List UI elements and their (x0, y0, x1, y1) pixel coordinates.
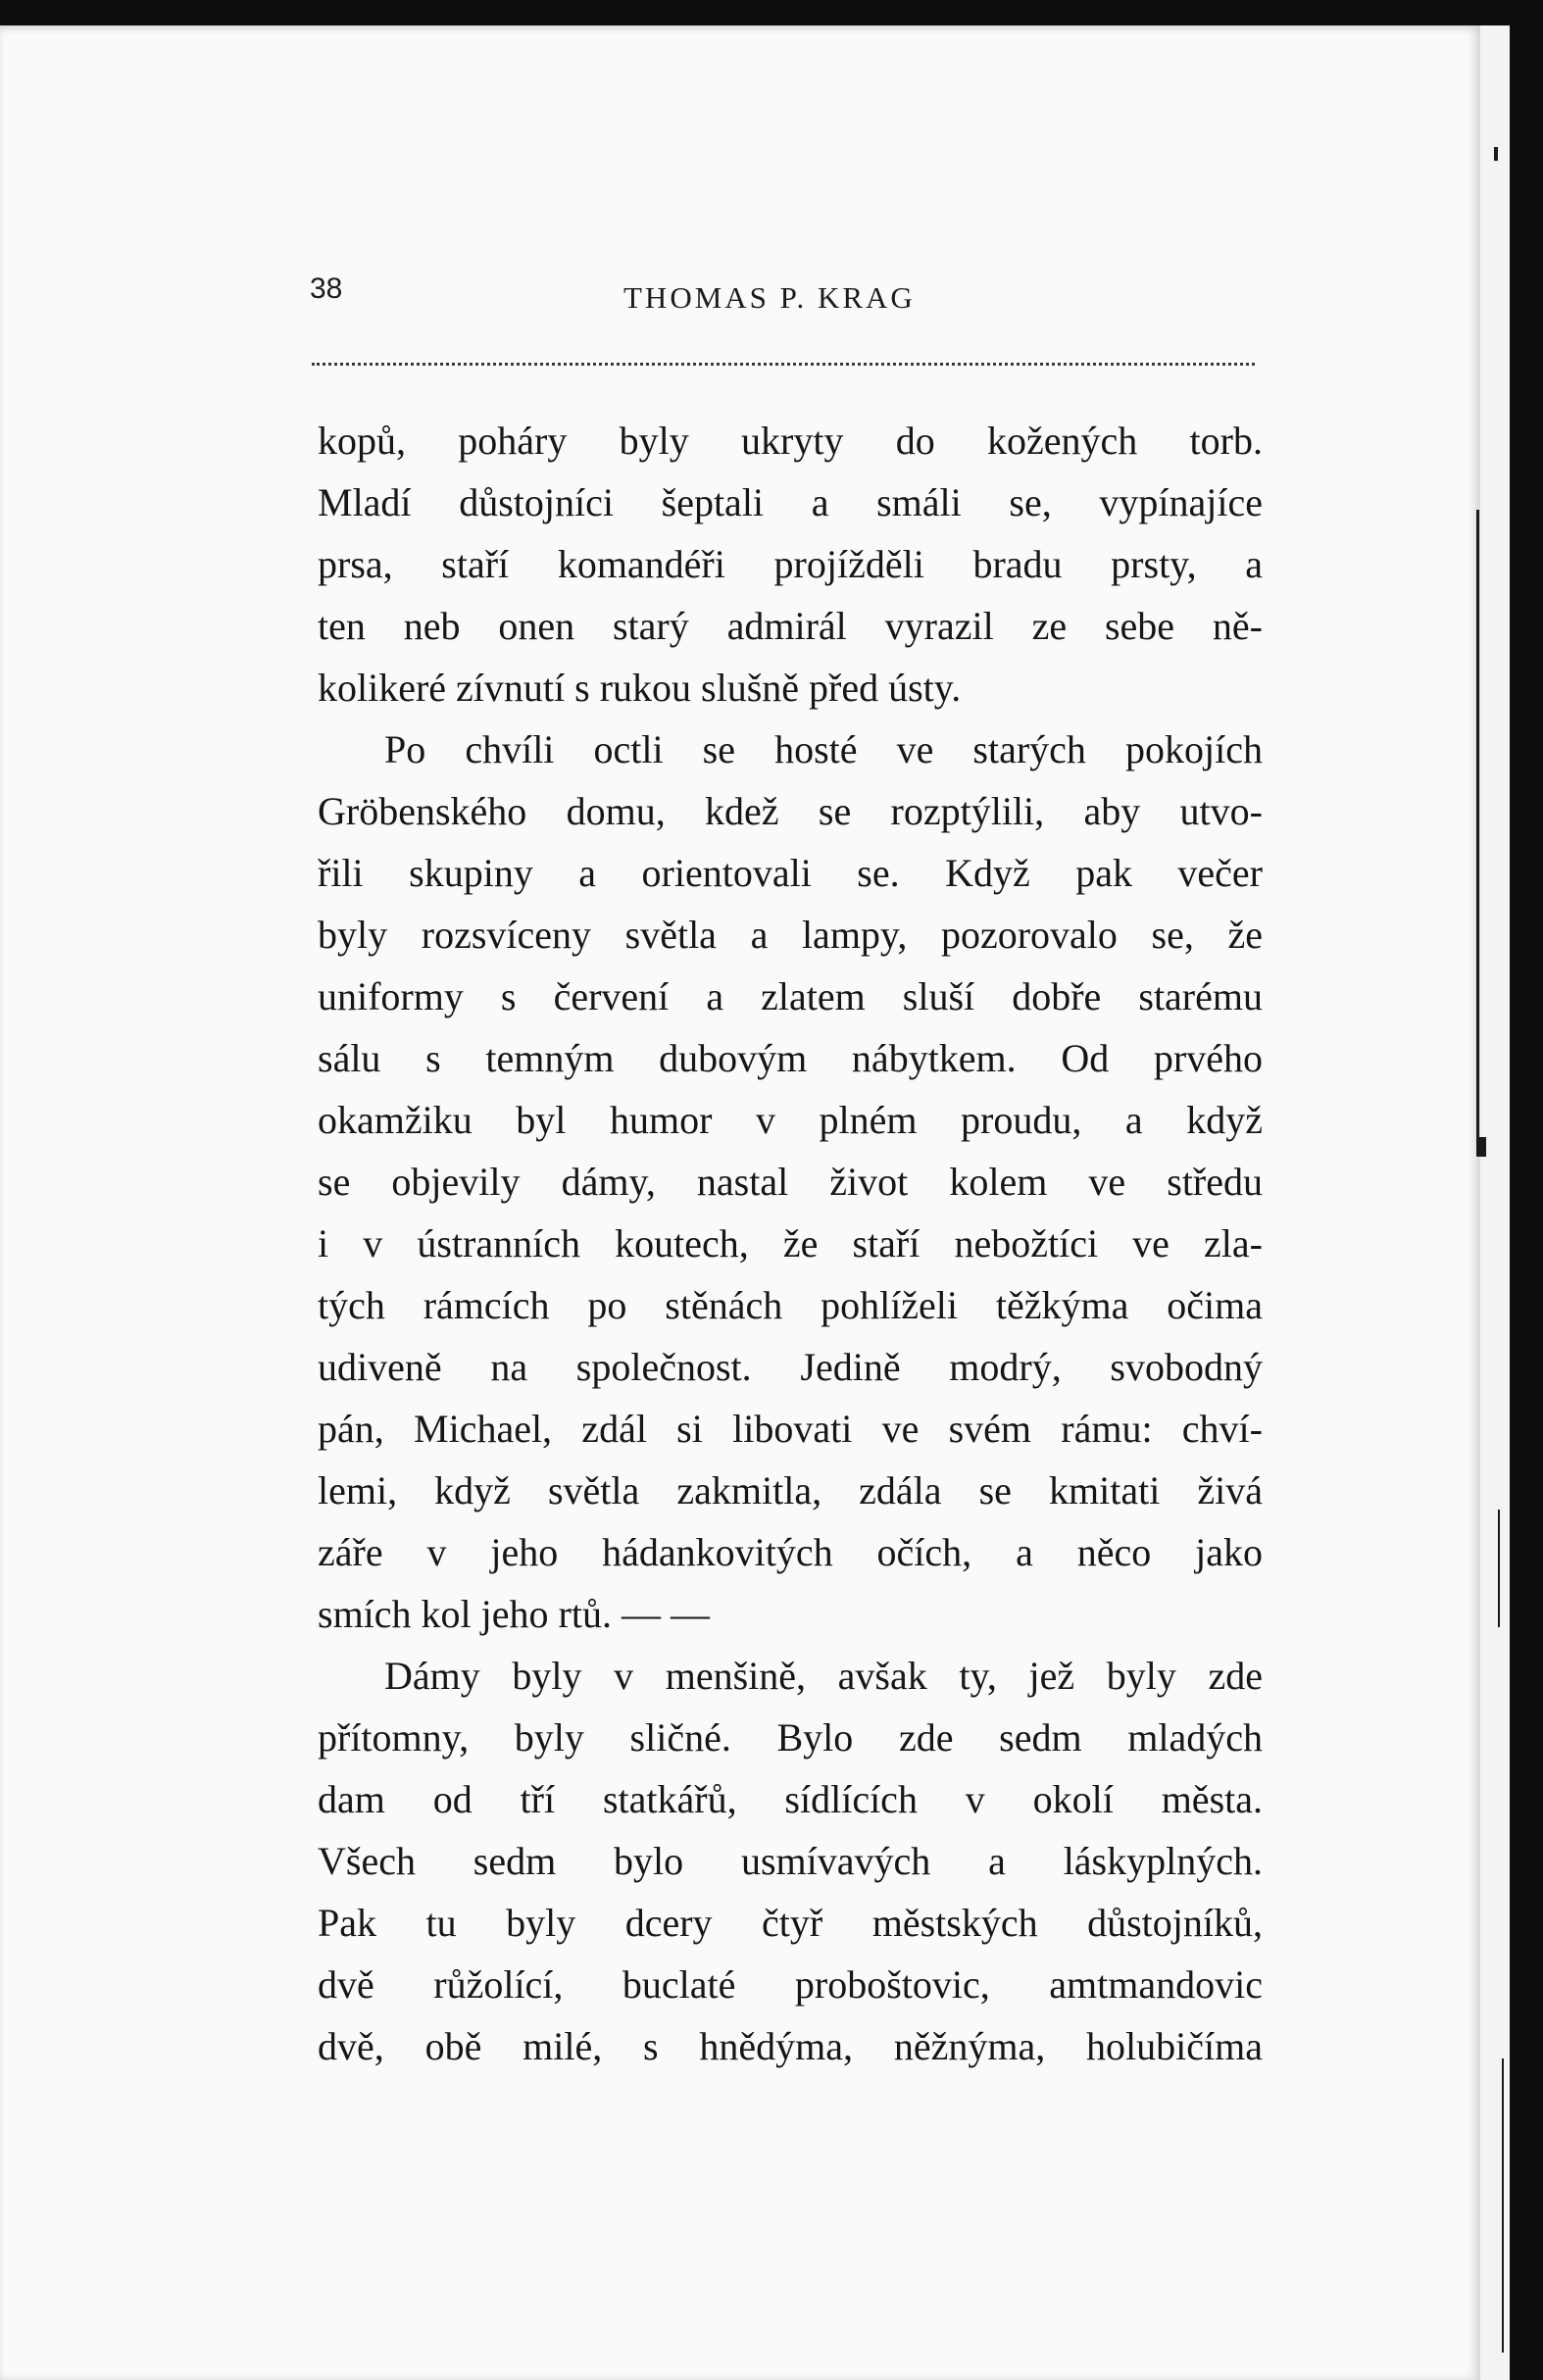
edge-mark-long (1476, 529, 1479, 1157)
text-line: smích kol jeho rtů. — — (318, 1592, 710, 1636)
text-line: Gröbenského domu, kdež se rozptýlili, aby utvo- (318, 789, 1263, 833)
text-line: přítomny, byly sličné. Bylo zde sedm mladých (318, 1715, 1263, 1760)
edge-mark-lower (1498, 1510, 1500, 1627)
text-line: kopů, poháry byly ukryty do kožených torb. (318, 419, 1263, 463)
page-number: 38 (310, 273, 343, 305)
text-line: uniformy s červení a zlatem sluší dobře starému (318, 974, 1263, 1018)
edge-mark-tick (1478, 1137, 1486, 1157)
text-line: kolikeré zívnutí s rukou slušně před ústy. (318, 666, 962, 710)
text-line: ten neb onen starý admirál vyrazil ze sebe ně- (318, 604, 1263, 648)
text-line: okamžiku byl humor v plném proudu, a když (318, 1098, 1263, 1142)
text-line: prsa, staří komandéři projížděli bradu prsty, a (318, 542, 1263, 586)
text-line: Pak tu byly dcery čtyř městských důstojníků, (318, 1901, 1263, 1945)
text-line: byly rozsvíceny světla a lampy, pozorovalo se, že (318, 913, 1263, 957)
text-line: záře v jeho hádankovitých očích, a něco jako (318, 1530, 1263, 1574)
text-line: řili skupiny a orientovali se. Když pak večer (318, 851, 1263, 895)
text-line: Všech sedm bylo usmívavých a láskyplných. (318, 1839, 1263, 1883)
header-rule (312, 363, 1255, 366)
text-line: sálu s temným dubovým nábytkem. Od prvého (318, 1036, 1263, 1080)
edge-mark-top (1494, 147, 1498, 161)
page-edge-strip (1480, 25, 1510, 2380)
page-header (0, 273, 1480, 322)
text-line: Dámy byly v menšině, avšak ty, jež byly zde (384, 1654, 1263, 1698)
text-line: se objevily dámy, nastal život kolem ve středu (318, 1160, 1263, 1204)
text-line: udiveně na společnost. Jedině modrý, svobodný (318, 1345, 1263, 1389)
text-line: Po chvíli octli se hosté ve starých pokojích (384, 727, 1263, 771)
text-line: lemi, když světla zakmitla, zdála se kmitati živá (318, 1468, 1263, 1512)
text-line: tých rámcích po stěnách pohlíželi těžkýma očima (318, 1283, 1263, 1327)
text-line: dvě růžolící, buclaté proboštovic, amtmandovic (318, 1962, 1263, 2007)
running-title: THOMAS P. KRAG (623, 280, 916, 315)
edge-mark-bottom (1502, 2058, 1504, 2353)
text-line: dvě, obě milé, s hnědýma, něžnýma, holubičíma (318, 2024, 1263, 2068)
text-line: dam od tří statkářů, sídlících v okolí města. (318, 1777, 1263, 1821)
body-text (318, 410, 1263, 2077)
text-line: Mladí důstojníci šeptali a smáli se, vypínajíce (318, 480, 1263, 524)
text-line: pán, Michael, zdál si libovati ve svém rámu: chví- (318, 1407, 1263, 1451)
text-line: i v ústranních koutech, že staří nebožtíci ve zla- (318, 1221, 1263, 1265)
